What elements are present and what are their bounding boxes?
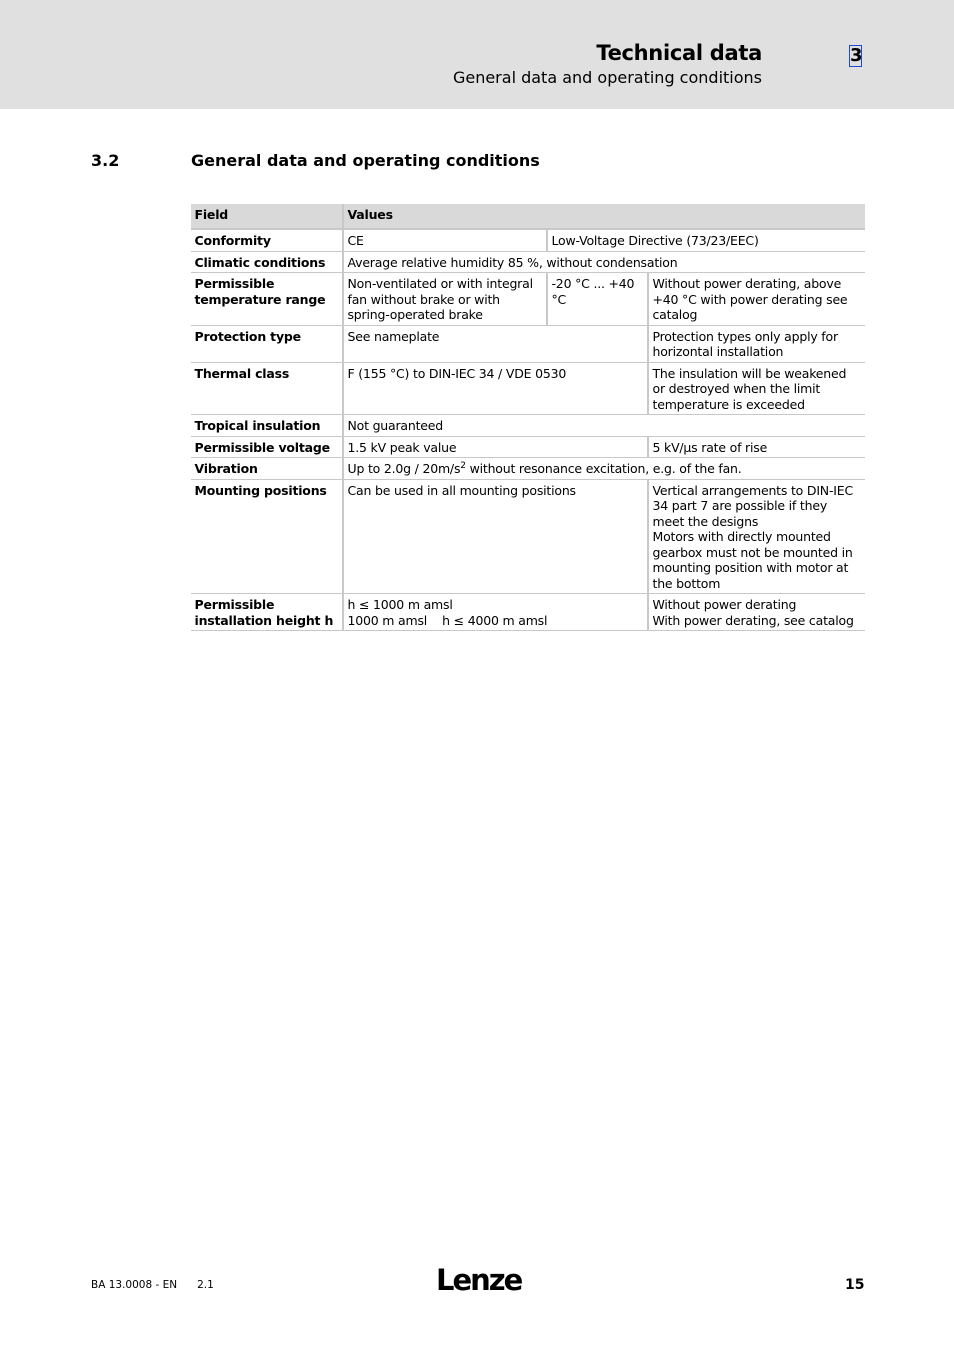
operating-conditions-table bbox=[191, 204, 865, 631]
cell-value bbox=[648, 479, 865, 594]
table-row bbox=[191, 251, 865, 273]
page-number: 15 bbox=[845, 1277, 865, 1293]
row-label: Permissible temperature range bbox=[191, 273, 343, 326]
table-header-row bbox=[191, 204, 865, 229]
table-row bbox=[191, 362, 865, 415]
table-row bbox=[191, 273, 865, 326]
doc-id: BA 13.0008 - EN bbox=[91, 1279, 178, 1291]
cell-line: 1000 m amsl h ≤ 4000 m amsl bbox=[347, 612, 548, 628]
cell-value: Not guaranteed bbox=[343, 415, 865, 437]
row-label: Conformity bbox=[191, 229, 343, 251]
page-header bbox=[0, 0, 954, 109]
cell-value bbox=[343, 594, 648, 631]
superscript: 2 bbox=[460, 461, 466, 471]
cell-value: 1.5 kV peak value bbox=[343, 436, 648, 458]
cell-value: See nameplate bbox=[343, 325, 648, 362]
cell-value bbox=[343, 458, 865, 480]
vibration-text: Up to 2.0g / 20m/s bbox=[347, 461, 461, 476]
header-subtitle: General data and operating conditions bbox=[452, 68, 762, 87]
cell-value: Without power derating, above +40 °C with power derating see catalog bbox=[648, 273, 865, 326]
cell-value: 5 kV/µs rate of rise bbox=[648, 436, 865, 458]
cell-line: h ≤ 1000 m amsl bbox=[347, 597, 453, 612]
header-field: Field bbox=[191, 204, 343, 229]
cell-value: Non-ventilated or with integral fan without brake or with spring-operated brake bbox=[343, 273, 547, 326]
cell-line: Motors with directly mounted gearbox must not be mounted in mounting position with motor at the bottom bbox=[652, 529, 853, 591]
header-title: Technical data bbox=[596, 41, 762, 65]
row-label: Permissible voltage bbox=[191, 436, 343, 458]
table-row bbox=[191, 458, 865, 480]
chapter-number-link[interactable]: 3 bbox=[850, 45, 863, 66]
lenze-logo: Lenze bbox=[436, 1263, 522, 1297]
header-values: Values bbox=[343, 204, 865, 229]
cell-value: Can be used in all mounting positions bbox=[343, 479, 648, 594]
footer-doc-info bbox=[91, 1279, 234, 1291]
table-row bbox=[191, 229, 865, 251]
cell-value: Low-Voltage Directive (73/23/EEC) bbox=[547, 229, 865, 251]
row-label: Vibration bbox=[191, 458, 343, 480]
table-row bbox=[191, 436, 865, 458]
doc-version: 2.1 bbox=[197, 1279, 214, 1291]
row-label: Thermal class bbox=[191, 362, 343, 415]
section-title: General data and operating conditions bbox=[191, 151, 540, 170]
cell-value: -20 °C ... +40 °C bbox=[547, 273, 648, 326]
table-row bbox=[191, 479, 865, 594]
cell-value bbox=[648, 594, 865, 631]
cell-value: CE bbox=[343, 229, 547, 251]
table-row bbox=[191, 325, 865, 362]
cell-value: Protection types only apply for horizontal installation bbox=[648, 325, 865, 362]
cell-line: Without power derating bbox=[652, 597, 797, 612]
cell-line: With power derating, see catalog bbox=[652, 612, 854, 628]
row-label: Tropical insulation bbox=[191, 415, 343, 437]
cell-line: Vertical arrangements to DIN-IEC 34 part 7 are possible if they meet the designs bbox=[652, 482, 853, 529]
row-label: Protection type bbox=[191, 325, 343, 362]
table-row bbox=[191, 415, 865, 437]
row-label: Permissible installation height h bbox=[191, 594, 343, 631]
table-row bbox=[191, 594, 865, 631]
cell-value: F (155 °C) to DIN-IEC 34 / VDE 0530 bbox=[343, 362, 648, 415]
cell-value: The insulation will be weakened or destroyed when the limit temperature is exceeded bbox=[648, 362, 865, 415]
cell-value: Average relative humidity 85 %, without condensation bbox=[343, 251, 865, 273]
row-label: Climatic conditions bbox=[191, 251, 343, 273]
vibration-text-rest: without resonance excitation, e.g. of the fan. bbox=[465, 461, 742, 476]
section-number: 3.2 bbox=[91, 151, 120, 170]
row-label: Mounting positions bbox=[191, 479, 343, 594]
